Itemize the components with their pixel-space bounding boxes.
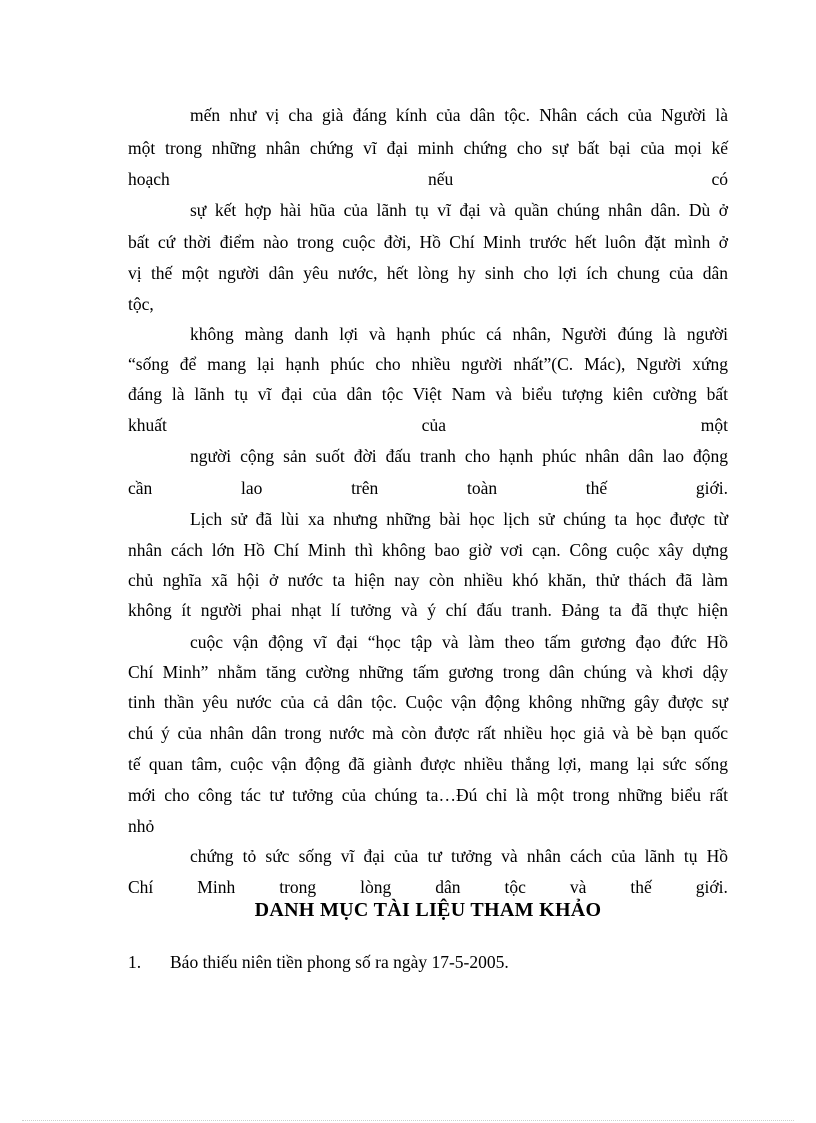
text-line: chú ý của nhân dân trong nước mà còn được rất nhiều học giả và bè bạn quốc (128, 723, 728, 743)
text-line-spread (128, 477, 728, 499)
word: trên (351, 478, 379, 498)
text-line: một trong những nhân chứng vĩ đại minh chứng cho sự bất bại của mọi kế (128, 138, 728, 158)
word: của (421, 415, 446, 435)
text-line: cuộc vận động vĩ đại “học tập và làm theo tấm gương đạo đức Hồ (190, 632, 728, 652)
text-line: nhỏ (128, 816, 155, 836)
word: thế (630, 877, 652, 897)
word: có (711, 169, 728, 189)
word: trong (279, 877, 317, 897)
text-line-spread (128, 168, 728, 190)
word: thế (585, 478, 608, 498)
word: giới. (695, 478, 728, 498)
word: dân (435, 877, 461, 897)
page-bottom-divider (22, 1120, 794, 1121)
text-line: “sống để mang lại hạnh phúc cho nhiều người nhất”(C. Mác), Người xứng (128, 354, 728, 374)
text-line: nhân cách lớn Hồ Chí Minh thì không bao giờ vơi cạn. Công cuộc xây dựng (128, 540, 728, 560)
text-line: tinh thần yêu nước của cả dân tộc. Cuộc vận động không những gây được sự (128, 692, 728, 712)
text-line: tộc, (128, 294, 154, 314)
reference-text: Báo thiếu niên tiền phong số ra ngày 17-5-2005. (170, 952, 509, 972)
word: Chí (128, 877, 154, 897)
word: toàn (466, 478, 498, 498)
text-line: người cộng sản suốt đời đấu tranh cho hạnh phúc nhân dân lao động (190, 446, 728, 466)
word: và (569, 877, 587, 897)
text-line: chủ nghĩa xã hội ở nước ta hiện nay còn nhiều khó khăn, thử thách đã làm (128, 570, 728, 590)
reference-number: 1. (128, 952, 142, 972)
text-line: mới cho công tác tư tưởng của chúng ta…Đú chỉ là một trong những biểu rất (128, 785, 728, 805)
text-line: bất cứ thời điểm nào trong cuộc đời, Hồ Chí Minh trước hết luôn đặt mình ở (128, 232, 728, 252)
word: hoạch (128, 169, 170, 189)
text-line: vị thế một người dân yêu nước, hết lòng hy sinh cho lợi ích chung của dân (128, 263, 728, 283)
word: khuất (128, 415, 167, 435)
text-line: không màng danh lợi và hạnh phúc cá nhân, Người đúng là người (190, 324, 728, 344)
text-line: sự kết hợp hài hũa của lãnh tụ vĩ đại và quần chúng nhân dân. Dù ở (190, 200, 728, 220)
text-line: không ít người phai nhạt lí tưởng và ý chí đấu tranh. Đảng ta đã thực hiện (128, 600, 728, 620)
text-line: mến như vị cha già đáng kính của dân tộc. Nhân cách của Người là (190, 105, 728, 125)
word: tộc (504, 877, 526, 897)
word: nếu (427, 169, 454, 189)
word: lao (240, 478, 263, 498)
word: một (700, 415, 728, 435)
text-line: tế quan tâm, cuộc vận động đã giành được nhiều thắng lợi, mang lại sức sống (128, 754, 728, 774)
references-heading: DANH MỤC TÀI LIỆU THAM KHẢO (254, 899, 602, 921)
word: giới. (695, 877, 728, 897)
reference-item (128, 951, 509, 973)
word: Minh (197, 877, 236, 897)
text-line: đáng là lãnh tụ vĩ đại của dân tộc Việt Nam và biểu tượng kiên cường bất (128, 384, 728, 404)
word: cần (128, 478, 153, 498)
text-line: Chí Minh” nhằm tăng cường những tấm gương trong dân chúng và khơi dậy (128, 662, 728, 682)
text-line-spread (128, 414, 728, 436)
text-line: Lịch sử đã lùi xa nhưng những bài học lịch sử chúng ta học được từ (190, 509, 728, 529)
text-line: chứng tỏ sức sống vĩ đại của tư tưởng và nhân cách của lãnh tụ Hồ (190, 846, 728, 866)
word: lòng (360, 877, 392, 897)
text-line-spread (128, 876, 728, 898)
